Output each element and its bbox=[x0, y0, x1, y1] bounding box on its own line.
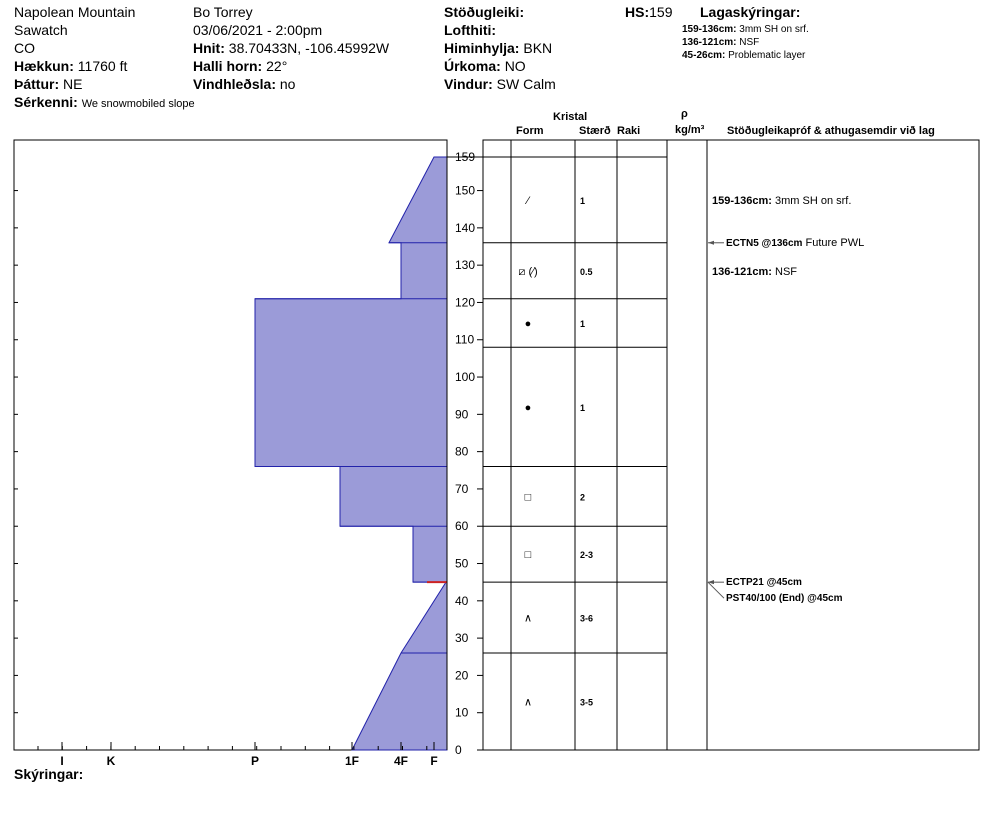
stability-test-result: ECTP21 @45cm bbox=[726, 577, 802, 589]
grain-size: 1 bbox=[580, 195, 586, 206]
density-symbol: ρ bbox=[681, 108, 688, 120]
layer-comment-text: NSF bbox=[775, 265, 797, 278]
depth-tick-label: 10 bbox=[455, 705, 469, 720]
rounded-grains-icon: ● bbox=[524, 401, 532, 414]
stability-label: Stöðugleiki: bbox=[444, 4, 525, 20]
features-label: Sérkenni: bbox=[14, 94, 78, 110]
wind-loading-value: no bbox=[279, 76, 296, 92]
depth-tick-label: 40 bbox=[455, 593, 469, 608]
coordinates-value: 38.70433N, -106.45992W bbox=[228, 40, 390, 56]
depth-tick-label: 30 bbox=[455, 631, 469, 646]
grain-size: 2-3 bbox=[580, 550, 594, 561]
layer-note-range: 136-121cm: bbox=[682, 37, 737, 48]
snow-height-value: 159 bbox=[649, 4, 673, 20]
hardness-label: F bbox=[430, 754, 438, 768]
aspect-label: Þáttur: bbox=[14, 76, 60, 92]
depth-hoar-icon: ∧ bbox=[523, 696, 533, 709]
size-header: Stærð bbox=[579, 125, 611, 137]
precipitation-label: Úrkoma: bbox=[444, 58, 501, 74]
hardness-label: K bbox=[106, 754, 116, 768]
aspect-value: NE bbox=[63, 76, 83, 92]
stability-test-result: ECTN5 @136cm bbox=[726, 237, 803, 249]
elevation-value: 11760 ft bbox=[77, 58, 128, 74]
layer-note-text: 3mm SH on srf. bbox=[739, 24, 809, 35]
faceted-crystals-icon: □ bbox=[524, 549, 532, 562]
depth-tick-label: 140 bbox=[455, 220, 476, 235]
depth-tick-label: 110 bbox=[455, 332, 475, 347]
depth-tick-label: 80 bbox=[455, 444, 469, 459]
depth-tick-label: 90 bbox=[455, 407, 469, 422]
table-frame bbox=[483, 140, 979, 750]
mountain-range: Sawatch bbox=[14, 22, 68, 38]
state: CO bbox=[14, 40, 35, 56]
grain-size: 2 bbox=[580, 492, 586, 503]
location-name: Napolean Mountain bbox=[14, 4, 136, 20]
depth-tick-label: 130 bbox=[455, 258, 476, 273]
rounded-grains-icon: ● bbox=[524, 317, 532, 330]
precipitation-particles-icon: ⁄ bbox=[527, 194, 529, 207]
test-arrow-head bbox=[708, 241, 714, 245]
layer-comment-range: 136-121cm: bbox=[712, 265, 775, 278]
layer-note-range: 159-136cm: bbox=[682, 24, 737, 35]
layer-comment bbox=[712, 195, 851, 207]
stability-test-note: Future PWL bbox=[802, 236, 865, 249]
observation-datetime: 03/06/2021 - 2:00pm bbox=[193, 22, 323, 38]
grain-size: 3-6 bbox=[580, 613, 594, 624]
slope-angle-value: 22° bbox=[266, 58, 288, 74]
faceted-crystals-icon: □ bbox=[524, 491, 532, 504]
depth-tick-label: 159 bbox=[455, 150, 476, 164]
observer: Bo Torrey bbox=[193, 4, 253, 20]
crystal-header: Kristal bbox=[553, 111, 588, 123]
grain-size: 3-5 bbox=[580, 697, 594, 708]
layer-note-text: Problematic layer bbox=[728, 50, 806, 61]
notes-label: Skýringar: bbox=[14, 766, 84, 782]
hardness-label: P bbox=[250, 754, 260, 768]
layer-comment bbox=[712, 266, 797, 278]
depth-tick-label: 70 bbox=[455, 481, 469, 496]
depth-tick-label: 120 bbox=[455, 295, 476, 310]
grain-size: 0.5 bbox=[580, 266, 593, 277]
features-value: We snowmobiled slope bbox=[81, 98, 195, 110]
slope-angle-label: Halli horn: bbox=[193, 58, 263, 74]
sky-cover-value: BKN bbox=[523, 40, 553, 56]
stability-test-result: PST40/100 (End) @45cm bbox=[726, 593, 843, 605]
air-temp-label: Lofthiti: bbox=[444, 22, 497, 38]
stability-test bbox=[726, 593, 843, 604]
elevation-label: Hækkun: bbox=[14, 58, 74, 74]
hardness-label: I bbox=[60, 754, 64, 768]
depth-tick-label: 20 bbox=[455, 668, 469, 683]
layer-note-text: NSF bbox=[739, 37, 760, 48]
wind-label: Vindur: bbox=[444, 76, 493, 92]
density-unit: kg/m³ bbox=[675, 124, 705, 136]
coordinates-label: Hnit: bbox=[193, 40, 225, 56]
depth-tick-label: 150 bbox=[455, 183, 476, 198]
wind-loading-label: Vindhleðsla: bbox=[193, 76, 276, 92]
depth-tick-label: 0 bbox=[455, 743, 462, 757]
depth-tick-label: 60 bbox=[455, 519, 469, 534]
layer-comment-range: 159-136cm: bbox=[712, 194, 775, 207]
test-arrow bbox=[708, 582, 724, 598]
sky-cover-label: Himinhylja: bbox=[444, 40, 520, 56]
depth-tick-label: 100 bbox=[455, 370, 476, 385]
moisture-header: Raki bbox=[617, 125, 641, 137]
grain-size: 1 bbox=[580, 318, 586, 329]
depth-hoar-icon: ∧ bbox=[523, 612, 533, 625]
stability-test bbox=[726, 237, 864, 249]
stability-test bbox=[726, 577, 802, 588]
hardness-label: 4F bbox=[393, 754, 409, 768]
wind-value: SW Calm bbox=[496, 76, 556, 92]
form-header: Form bbox=[516, 125, 544, 137]
layer-comment-text: 3mm SH on srf. bbox=[775, 194, 852, 207]
hardness-label: 1F bbox=[344, 754, 360, 768]
layer-note-range: 45-26cm: bbox=[682, 50, 726, 61]
snow-height-label: HS: bbox=[625, 4, 650, 20]
grain-size: 1 bbox=[580, 402, 586, 413]
tests-header: Stöðugleikapróf & athugasemdir við lag bbox=[727, 125, 935, 137]
precipitation-value: NO bbox=[504, 58, 526, 74]
layer-notes-title: Lagaskýringar: bbox=[700, 4, 801, 20]
rounded-faceted-icon: ⧄ (⁄) bbox=[518, 265, 538, 278]
depth-tick-label: 50 bbox=[455, 556, 469, 571]
